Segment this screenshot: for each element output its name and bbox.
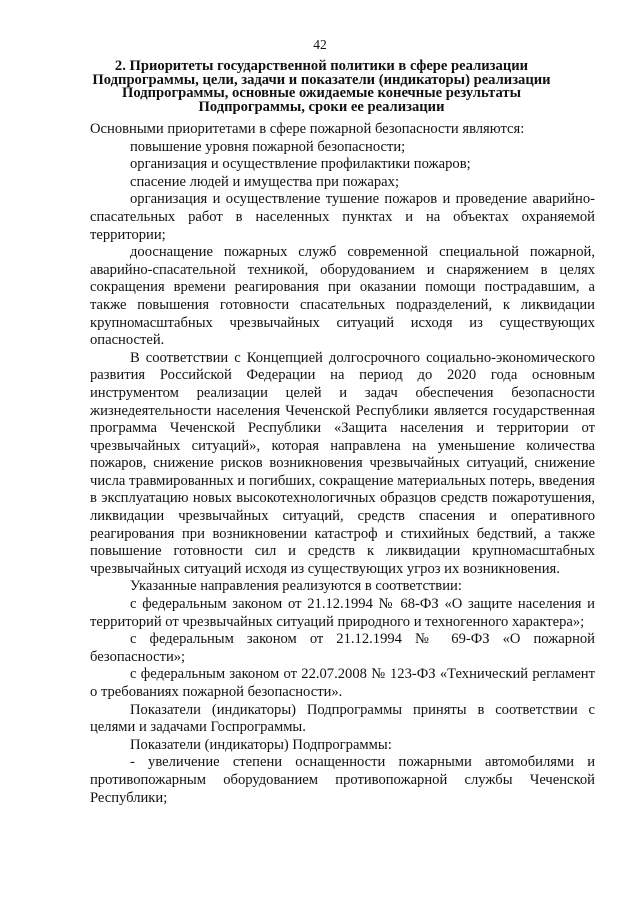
law-item: с федеральным законом от 22.07.2008 № 123-ФЗ «Технический регламент о требованиях пожарной безопасности». (90, 666, 595, 700)
paragraph-indicators: Показатели (индикаторы) Подпрограммы приняты в соответствии с целями и задачами Госпрограммы. (90, 701, 595, 736)
list-item: дооснащение пожарных служб современной специальной пожарной, аварийно-спасательной техникой, оборудованием и снаряжением в целях сокращения времени реагирования при оказании помощи пострадавшим, а также повышения готовности спасательных подразделений, к ликвидации крупномасштабных чрезвычайных ситуаций исходя из существующих опасностей. (90, 244, 595, 349)
body-text (90, 121, 595, 807)
heading-line: Подпрограммы, цели, задачи и показатели (индикаторы) реализации (92, 71, 551, 88)
list-item: организация и осуществление профилактики пожаров; (130, 156, 471, 173)
paragraph-priorities-intro: Основными приоритетами в сфере пожарной безопасности являются: (90, 121, 525, 137)
list-item: спасение людей и имущества при пожарах; (130, 173, 400, 190)
law-item: с федеральным законом от 21.12.1994 № 68-ФЗ «О защите населения и территорий от чрезвычайных ситуаций природного и техногенного характера»; (90, 596, 595, 630)
heading-line: Подпрограммы, основные ожидаемые конечные результаты (122, 85, 521, 101)
list-item: повышение уровня пожарной безопасности; (130, 138, 406, 155)
law-item: с федеральным законом от 21.12.1994 № 69-ФЗ «О пожарной безопасности»; (90, 631, 595, 665)
paragraph-concept: В соответствии с Концепцией долгосрочного социально-экономического развития Российской Федерации на период до 2020 года основным инструментом реализации целей и задач обеспечения безопасности жизнедеятельности населения Чеченской Республики является государственная программа Чеченской Республики «Защита населения и территории от чрезвычайных ситуаций», которая направлена на уменьшение количества пожаров, снижение рисков возникновения чрезвычайных ситуаций, снижение числа травмированных и погибших, сокращение материальных потерь, введения в эксплуатацию новых высокотехнологичных образцов средств пожаротушения, ликвидации чрезвычайных ситуаций, средств спасения и оперативного реагирования при возникновении катастроф и стихийных бедствий, а также повышение готовности сил и средств к ликвидации крупномасштабных чрезвычайных ситуаций исходя из существующих угроз их возникновения. (90, 349, 595, 577)
list-item: организация и осуществление тушение пожаров и проведение аварийно-спасательных работ в населенных пунктах и на объектах охраняемой территории; (90, 191, 595, 243)
section-heading (80, 60, 563, 114)
page-number: 42 (313, 37, 327, 52)
heading-line: Подпрограммы, сроки ее реализации (198, 98, 445, 115)
heading-line: 2. Приоритеты государственной политики в сфере реализации (114, 58, 529, 74)
indicator-item: - увеличение степени оснащенности пожарными автомобилями и противопожарным оборудованием противопожарной службы Чеченской Республики; (90, 754, 595, 806)
paragraph-indicators-heading: Показатели (индикаторы) Подпрограммы: (130, 736, 392, 753)
paragraph-directions: Указанные направления реализуются в соответствии: (130, 578, 462, 595)
